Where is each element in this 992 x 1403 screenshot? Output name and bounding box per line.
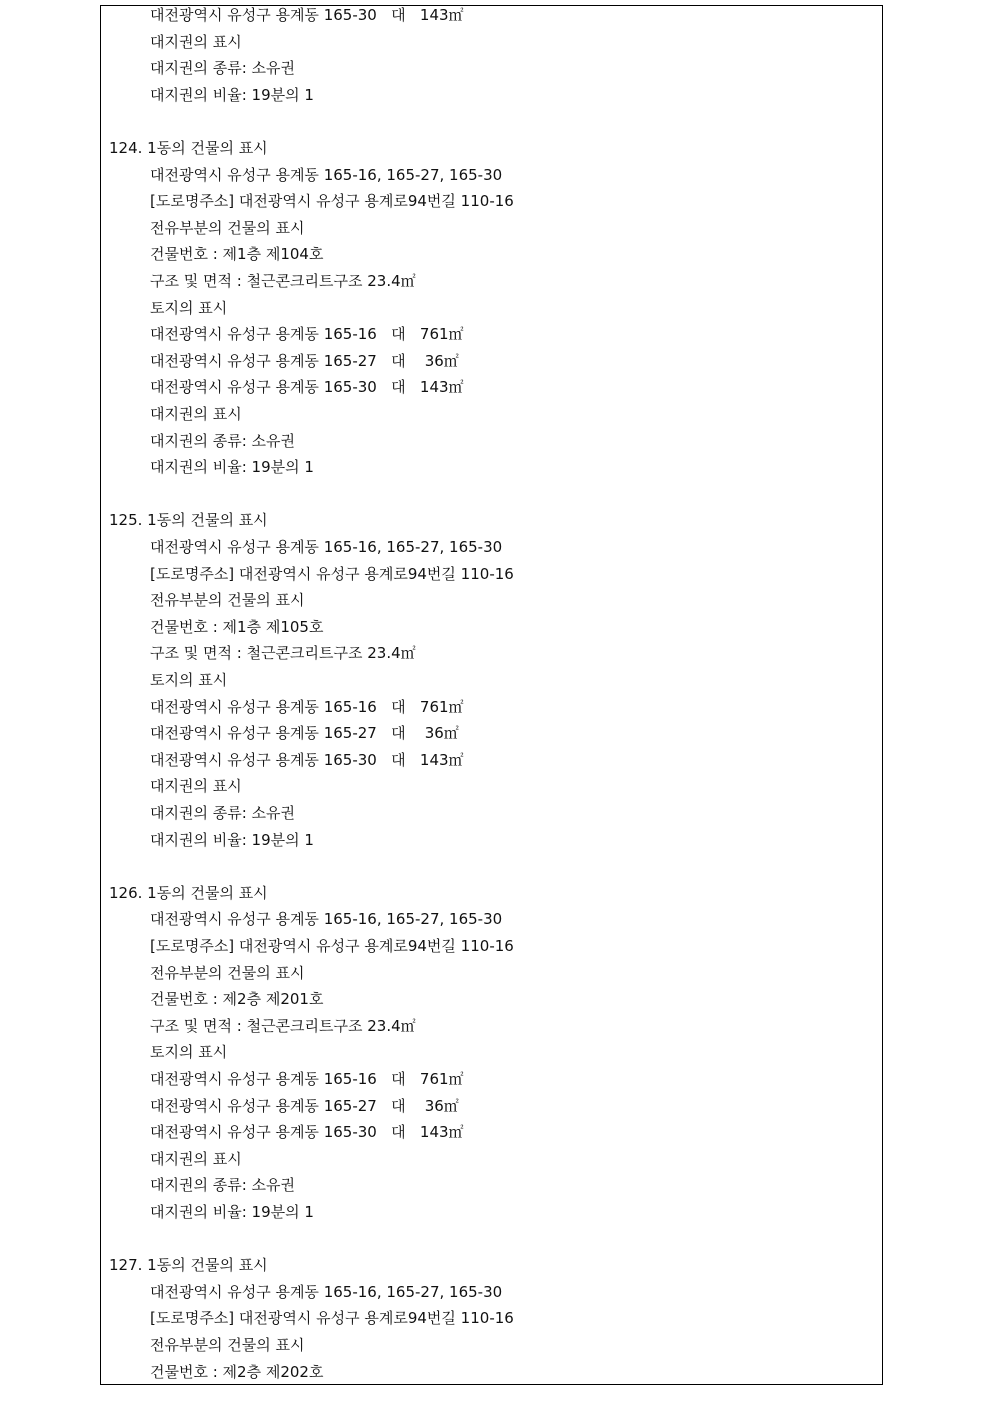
entry-line: 건물번호 : 제2층 제202호 [150, 1362, 324, 1381]
entry-line: 대지권의 표시 [150, 1149, 242, 1168]
entry-line: [도로명주소] 대전광역시 유성구 용계로94번길 110-16 [150, 937, 514, 955]
entry-line: 대지권의 비율: 19분의 1 [150, 458, 314, 477]
entry-line: 대지권의 비율: 19분의 1 [150, 830, 314, 849]
entry-line: 대지권의 표시 [150, 777, 242, 796]
entry-heading: 125. 1동의 건물의 표시 [109, 511, 268, 530]
entry-line: 대전광역시 유성구 용계동 165-27 대 36㎡ [150, 724, 459, 743]
entry-line: 전유부분의 건물의 표시 [150, 963, 305, 982]
entry-line: 대전광역시 유성구 용계동 165-16, 165-27, 165-30 [150, 538, 503, 556]
entry-line: 대지권의 비율: 19분의 1 [150, 85, 314, 104]
entry-line: [도로명주소] 대전광역시 유성구 용계로94번길 110-16 [150, 192, 514, 211]
entry-line: 대전광역시 유성구 용계동 165-16, 165-27, 165-30 [150, 910, 503, 929]
entry-line: 대전광역시 유성구 용계동 165-30 대 143㎡ [150, 1123, 464, 1142]
entry-line: 토지의 표시 [150, 1043, 228, 1062]
entry-line: 전유부분의 건물의 표시 [150, 591, 305, 610]
entry-line: 전유부분의 건물의 표시 [150, 218, 305, 237]
entry-line: 대전광역시 유성구 용계동 165-27 대 36㎡ [150, 1096, 459, 1115]
entry-line: 대전광역시 유성구 용계동 165-16, 165-27, 165-30 [150, 165, 503, 184]
entry-line: 건물번호 : 제1층 제104호 [150, 245, 324, 264]
entry-line: 전유부분의 건물의 표시 [150, 1336, 305, 1354]
entry-line: 대지권의 표시 [150, 32, 242, 51]
entry-line: 토지의 표시 [150, 298, 228, 317]
entry-heading: 124. 1동의 건물의 표시 [109, 139, 268, 157]
entry-line: 대전광역시 유성구 용계동 165-30 대 143㎡ [150, 378, 464, 397]
entry-line: 대지권의 표시 [150, 405, 242, 423]
entry-line: 대지권의 비율: 19분의 1 [150, 1203, 314, 1221]
entry-line: 구조 및 면적 : 철근콘크리트구조 23.4㎡ [150, 272, 416, 290]
entry-line: [도로명주소] 대전광역시 유성구 용계로94번길 110-16 [150, 1309, 514, 1328]
entry-line: 대전광역시 유성구 용계동 165-16 대 761㎡ [150, 325, 464, 344]
entry-heading: 127. 1동의 건물의 표시 [109, 1256, 268, 1275]
entry-line: 대전광역시 유성구 용계동 165-30 대 143㎡ [150, 750, 464, 769]
entry-line: 대지권의 종류: 소유권 [150, 804, 296, 822]
entry-line: 대전광역시 유성구 용계동 165-16 대 761㎡ [150, 1070, 464, 1088]
entry-line: 대전광역시 유성구 용계동 165-30 대 143㎡ [150, 6, 464, 24]
entry-line: 대지권의 종류: 소유권 [150, 59, 296, 78]
entry-heading: 126. 1동의 건물의 표시 [109, 883, 268, 902]
entry-line: 대지권의 종류: 소유권 [150, 431, 296, 450]
entry-line: 건물번호 : 제2층 제201호 [150, 990, 324, 1009]
entry-line: 구조 및 면적 : 철근콘크리트구조 23.4㎡ [150, 644, 416, 663]
entry-line: 대지권의 종류: 소유권 [150, 1176, 296, 1195]
entry-line: 구조 및 면적 : 철근콘크리트구조 23.4㎡ [150, 1016, 416, 1035]
entry-line: 대전광역시 유성구 용계동 165-16 대 761㎡ [150, 697, 464, 716]
entry-line: 토지의 표시 [150, 671, 228, 689]
document-frame [100, 5, 883, 1385]
entry-line: [도로명주소] 대전광역시 유성구 용계로94번길 110-16 [150, 564, 514, 583]
entry-line: 건물번호 : 제1층 제105호 [150, 617, 324, 636]
entry-line: 대전광역시 유성구 용계동 165-16, 165-27, 165-30 [150, 1282, 503, 1301]
entry-line: 대전광역시 유성구 용계동 165-27 대 36㎡ [150, 351, 459, 370]
